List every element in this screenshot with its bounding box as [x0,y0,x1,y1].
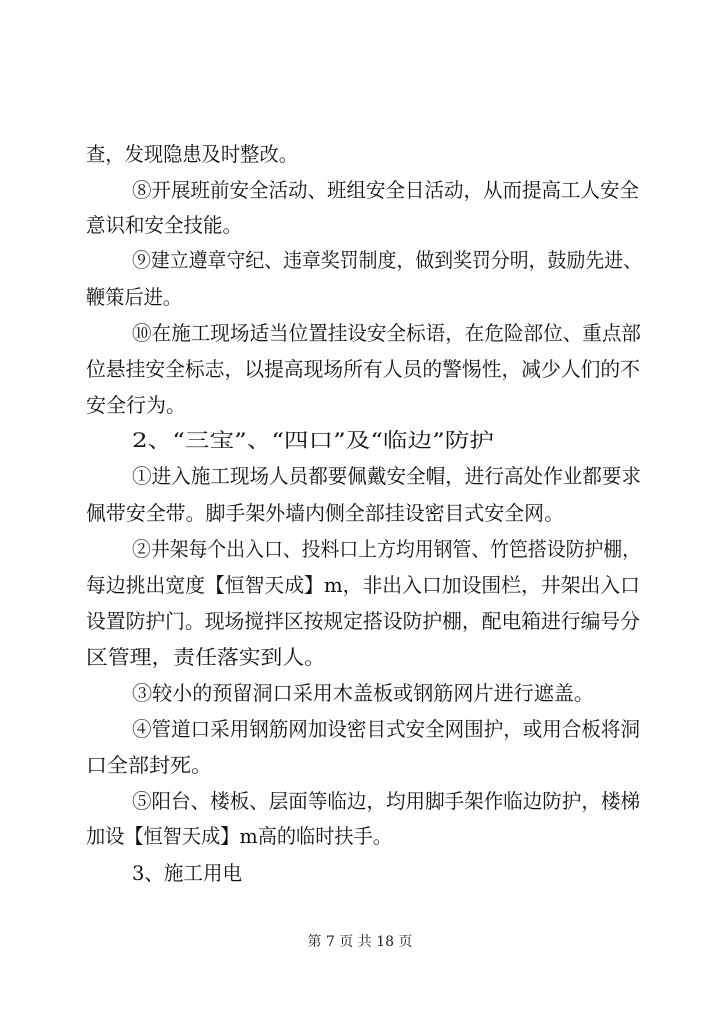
text-line-3-text: 意识和安全技能。 [86,213,242,237]
text-line-11-text: 佩带安全带。脚手架外墙内侧全部挂设密目式安全网。 [86,501,564,525]
text-line-10-text: ①进入施工现场人员都要佩戴安全帽，进行高处作业都要求 [132,464,641,488]
text-line-19-text: ⑤阳台、楼板、层面等临边，均用脚手架作临边防护，楼梯 [132,789,640,813]
text-line-4-text: ⑨建立遵章守纪、违章奖罚制度，做到奖罚分明，鼓励先进、 [132,248,642,272]
text-line-2-text: ⑧开展班前安全活动、班组安全日活动，从而提高工人安全 [132,178,639,202]
text-line-6-text: ⑩在施工现场适当位置挂设安全标语，在危险部位、重点部 [132,321,641,345]
text-line-1-text: 查，发现隐患及时整改。 [86,142,298,166]
text-line-5-text: 鞭策后进。 [86,285,182,309]
text-line-18-text: 口全部封死。 [86,753,212,777]
text-line-20-text: 加设【恒智天成】m高的临时扶手。 [86,824,392,848]
text-line-9-text: 2、“三宝”、“四口”及“临边”防护 [132,428,494,452]
text-line-16-text: ③较小的预留洞口采用木盖板或钢筋网片进行遮盖。 [132,681,594,705]
text-line-12-text: ②井架每个出入口、投料口上方均用钢管、竹笆搭设防护棚， [132,537,641,561]
text-line-15-text: 区管理，责任落实到人。 [86,645,326,669]
text-line-13-text: 每边挑出宽度【恒智天成】m，非出入口加设围栏，井架出入口 [86,573,640,597]
text-line-21-text: 3、施工用电 [132,861,242,885]
text-line-8-text: 安全行为。 [86,393,186,417]
text-line-17-text: ④管道口采用钢筋网加设密目式安全网围护，或用合板将洞 [132,717,640,741]
page-number-label: 第 7 页 共 18 页 [307,934,413,950]
text-line-14-text: 设置防护门。现场搅拌区按规定搭设防护棚，配电箱进行编号分 [86,609,640,633]
page-footer [0,933,720,951]
text-line-7-text: 位悬挂安全标志，以提高现场所有人员的警惕性，减少人们的不 [86,357,640,381]
